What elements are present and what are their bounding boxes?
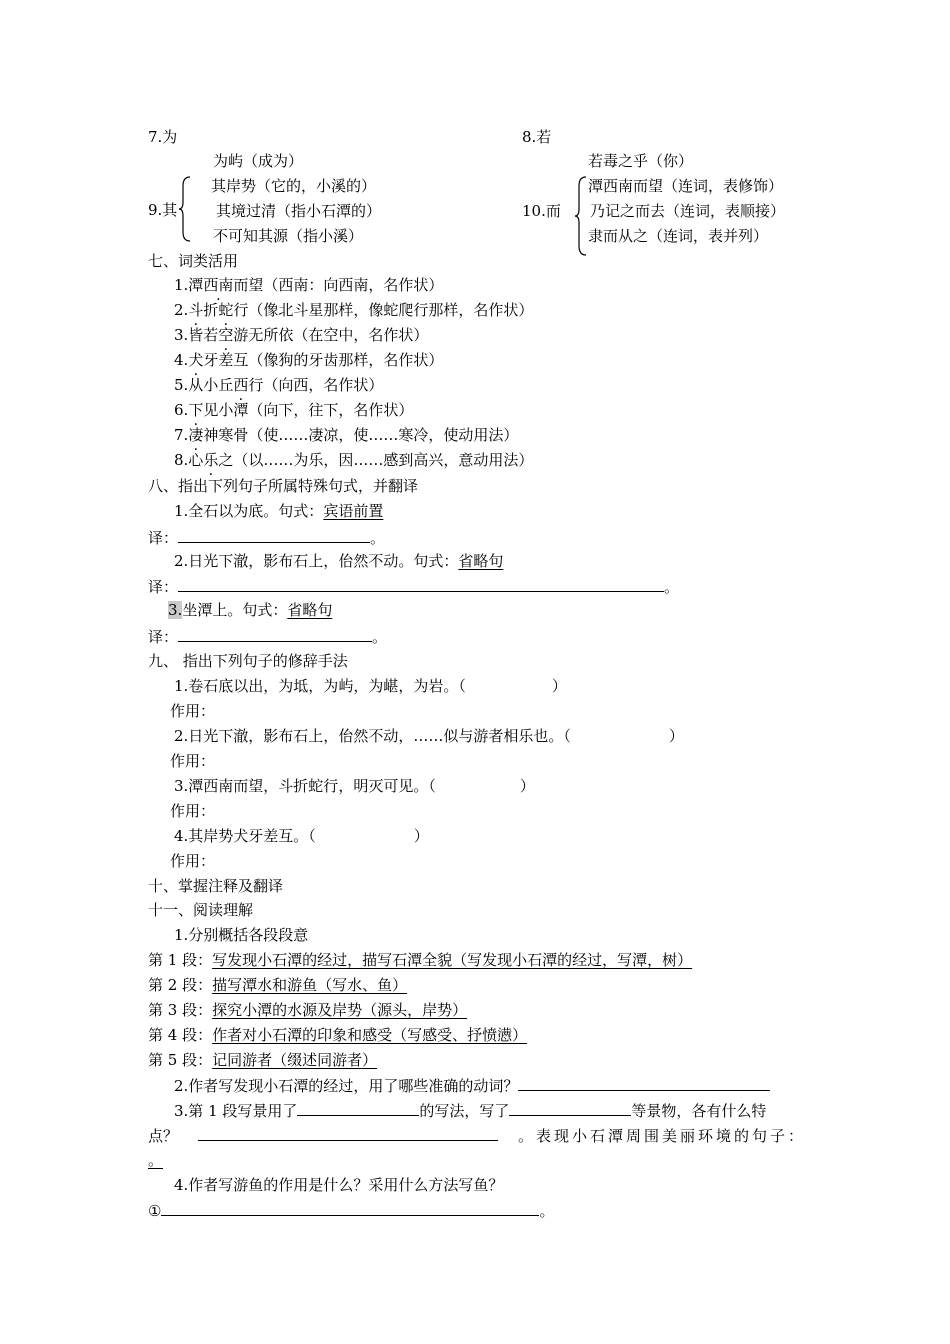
word-10-line-1: 潭西南而望（连词，表修饰） [588,177,784,195]
s8-q3-number: 3. [168,601,183,619]
section-8-title: 八、指出下列句子所属特殊句式，并翻译 [148,477,419,495]
s9-q3: 3.潭西南而望，斗折蛇行，明灭可见。（ ） [174,777,535,795]
s8-q2-translation: 译： 。 [148,578,680,596]
word-9-line-3: 不可知其源（指小溪） [213,227,364,245]
s8-q1-blank[interactable] [178,528,370,543]
s11-q3-blank-1[interactable] [297,1101,419,1116]
brace-10 [574,176,588,256]
word-9-line-2: 其境过清（指小石潭的） [216,202,382,220]
s11-q3-blank-3[interactable] [198,1126,498,1141]
word-10-head: 10.而 [522,202,561,220]
s8-q2: 2.日光下澈，影布石上，佁然不动。句式：省略句 [174,552,504,570]
word-8-head: 8.若 [522,128,552,146]
s8-q1-answer: 宾语前置 [323,502,384,520]
s11-q2-blank[interactable] [518,1076,770,1091]
s11-para-3-answer: 探究小潭的水源及岸势（源头，岸势） [212,1001,468,1019]
section-10-title: 十、掌握注释及翻译 [148,877,284,895]
s9-q2: 2.日光下澈，影布石上，佁然不动，……似与游者相乐也。（ ） [174,727,684,745]
s11-q3-blank-2[interactable] [509,1101,631,1116]
s11-para-4: 第 4 段：作者对小石潭的印象和感受（写感受、抒愤懑） [148,1026,528,1044]
s11-q3-line-2: 点？ 。表现小石潭周围美丽环境的句子： [148,1127,806,1145]
s11-q3-line-3 [148,1151,162,1169]
s9-q3-effect: 作用： [170,802,216,820]
s11-q2: 2.作者写发现小石潭的经过，用了哪些准确的动词？ [174,1076,770,1095]
s11-q4-answer-1: ① 。 [148,1202,555,1220]
s7-item-7: 7.凄神寒骨（使……凄凉，使……寒冷，使动用法） [174,426,519,444]
s9-q1: 1.卷石底以出，为坻，为屿，为嵁，为岩。（ ） [174,677,567,695]
s7-item-2: 2.斗折蛇行（像北斗星那样，像蛇爬行那样，名作状） [174,301,534,319]
s8-q3: 3.坐潭上。句式：省略句 [168,601,333,619]
s11-para-2: 第 2 段：描写潭水和游鱼（写水、鱼） [148,976,408,994]
s11-q4-blank-1[interactable] [161,1201,539,1216]
section-9-title: 九、 指出下列句子的修辞手法 [148,652,348,670]
s7-item-8: 8.心乐之（以……为乐，因……感到高兴，意动用法） [174,451,534,469]
s7-item-2-key-2: 蛇 [218,301,234,319]
s11-para-4-answer: 作者对小石潭的印象和感受（写感受、抒愤懑） [212,1026,528,1044]
word-9-line-1: 其岸势（它的，小溪的） [211,177,377,195]
s8-q2-answer: 省略句 [458,552,504,570]
section-7-title: 七、词类活用 [148,252,239,270]
s9-q1-effect: 作用： [170,702,216,720]
word-8-line-1: 若毒之乎（你） [588,152,694,170]
s7-item-4-key: 犬 [188,351,204,369]
s11-para-2-answer: 描写潭水和游鱼（写水、鱼） [212,976,408,994]
s7-item-4: 4.犬牙差互（像狗的牙齿那样，名作状） [174,351,444,369]
brace-9 [178,176,192,242]
s11-para-3: 第 3 段：探究小潭的水源及岸势（源头，岸势） [148,1001,468,1019]
word-7-head: 7.为 [148,128,178,146]
word-7-line-1: 为屿（成为） [213,152,304,170]
section-11-title: 十一、阅读理解 [148,901,254,919]
s8-q1-translation: 译： 。 [148,529,386,547]
s7-item-6-key: 下 [188,401,204,419]
s9-q4: 4.其岸势犬牙差互。（ ） [174,827,429,845]
s9-q4-effect: 作用： [170,852,216,870]
s11-para-1-answer: 写发现小石潭的经过，描写石潭全貌（写发现小石潭的经过，写潭，树） [212,951,693,969]
word-10-line-3: 隶而从之（连词，表并列） [588,227,769,245]
s11-q3-blank-4[interactable]: 。 [148,1151,164,1169]
s11-para-5: 第 5 段：记同游者（缀述同游者） [148,1051,378,1069]
s7-item-6: 6.下见小潭（向下，往下，名作状） [174,401,414,419]
word-10-line-2: 乃记之而去（连词，表顺接） [590,202,786,220]
s8-q1: 1.全石以为底。句式：宾语前置 [174,502,384,520]
s8-q2-blank[interactable] [178,577,664,592]
s9-q2-effect: 作用： [170,752,216,770]
s8-q3-translation: 译： 。 [148,628,388,646]
s7-item-1: 1.潭西南而望（西南：向西南，名作状） [174,276,444,294]
s7-item-2-key-1: 斗 [188,301,204,319]
s11-q4: 4.作者写游鱼的作用是什么？采用什么方法写鱼？ [174,1176,504,1194]
s8-q3-blank[interactable] [178,627,372,642]
s7-item-7-key: 凄 [188,426,204,444]
s8-q3-answer: 省略句 [287,601,333,619]
s7-item-8-key: 乐 [203,451,219,469]
s11-q3-line-1: 3.第 1 段写景用了 的写法，写了 等景物，各有什么特 [174,1102,767,1120]
s7-item-1-key: 西南 [203,276,234,294]
s7-item-3-key: 空 [218,326,234,344]
word-9-head: 9.其 [148,201,178,219]
s7-item-5-key: 西 [233,376,249,394]
s7-item-5: 5.从小丘西行（向西，名作状） [174,376,384,394]
s7-item-3: 3.皆若空游无所依（在空中，名作状） [174,326,429,344]
s11-para-1: 第 1 段：写发现小石潭的经过，描写石潭全貌（写发现小石潭的经过，写潭，树） [148,951,693,969]
s11-para-5-answer: 记同游者（缀述同游者） [212,1051,378,1069]
s11-q1: 1.分别概括各段段意 [174,926,309,944]
